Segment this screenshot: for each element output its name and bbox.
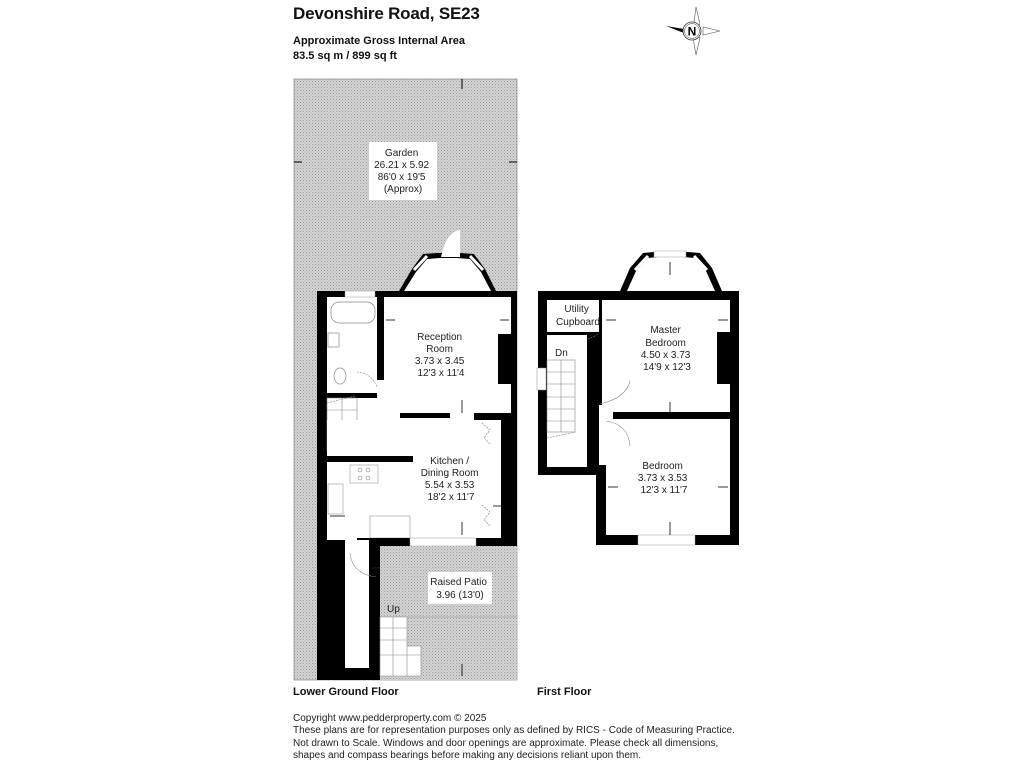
area-value: 83.5 sq m / 899 sq ft [293, 50, 397, 62]
patio-stairs-up-label: Up [387, 604, 400, 615]
kitchen-rear-window [410, 538, 476, 546]
basin-icon [328, 333, 339, 347]
compass-north-icon [666, 7, 720, 55]
disclaimer-line-3: shapes and compass bearings before making any decisions reliant upon them. [293, 750, 641, 762]
bedroom-label: Bedroom 3.73 x 3.53 12'3 x 11'7 [637, 461, 688, 496]
footer-disclaimer [293, 713, 735, 763]
bath-icon [331, 302, 375, 323]
lower-ground-floor-label: Lower Ground Floor [293, 686, 399, 698]
disclaimer-line-1: These plans are for representation purposes only as defined by RICS - Code of Measuring Practice. [293, 725, 735, 737]
stairs-down-label: Dn [555, 348, 568, 359]
kitchen-dining-label: Kitchen / Dining Room 5.54 x 3.53 18'2 x 11'7 [420, 456, 479, 503]
stair-window [537, 368, 546, 390]
bedroom-window [638, 535, 695, 545]
wc-icon [334, 368, 346, 384]
disclaimer-line-2: Not drawn to Scale. Windows and door openings are approximate. Please check all dimensions, [293, 737, 719, 749]
master-bedroom-label: Master Bedroom 4.50 x 3.73 14'9 x 12'3 [640, 325, 691, 373]
raised-patio-label: Raised Patio 3.96 (13'0) [430, 577, 487, 601]
area-label: Approximate Gross Internal Area [293, 35, 465, 47]
compass-n-label: N [687, 24, 697, 39]
sink-icon [328, 484, 343, 514]
reception-room-label: Reception Room 3.73 x 3.45 12'3 x 11'4 [414, 332, 465, 379]
lower-ground-floor-plan [294, 79, 517, 680]
property-title: Devonshire Road, SE23 [293, 4, 480, 23]
utility-cupboard-label: Utility Cupboard [556, 304, 600, 328]
first-floor-plan [537, 251, 739, 545]
garden-label: Garden 26.21 x 5.92 86'0 x 19'5 (Approx) [374, 148, 430, 195]
copyright-text: Copyright www.pedderproperty.com © 2025 [293, 713, 487, 724]
hob-icon [350, 465, 378, 483]
first-floor-label: First Floor [537, 686, 592, 698]
